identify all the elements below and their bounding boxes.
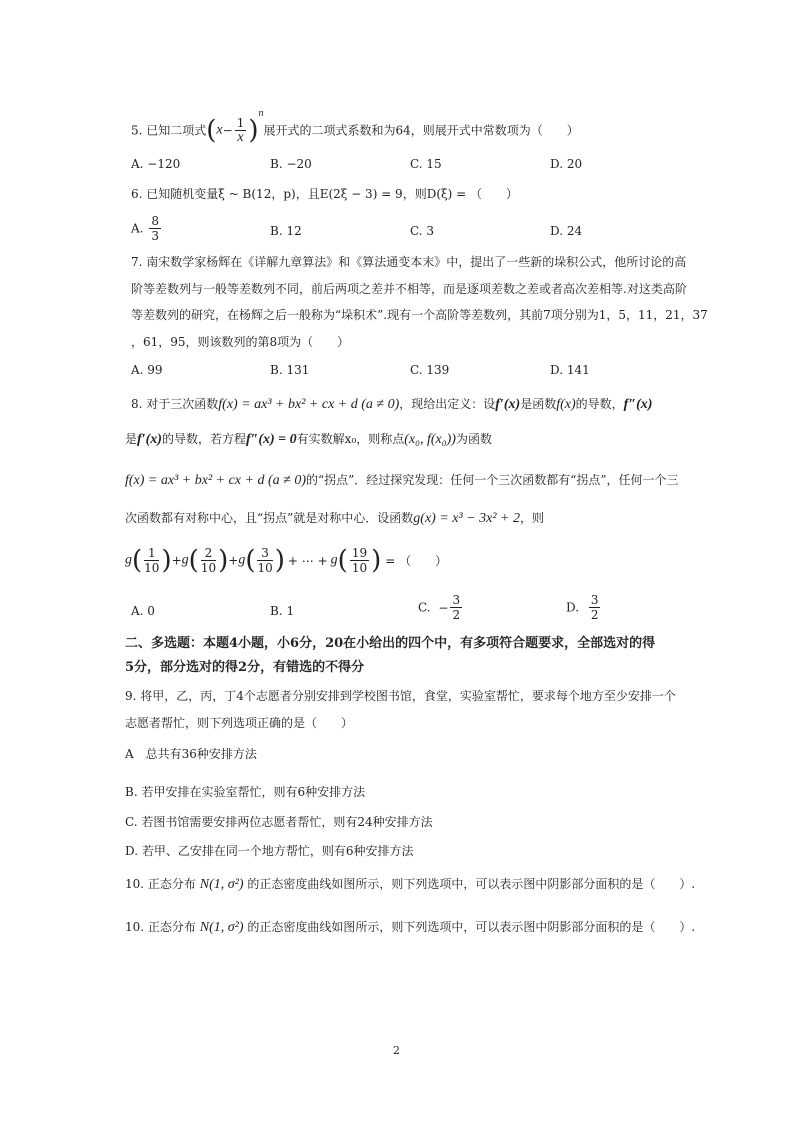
q8-frac-3-num: 3 (257, 546, 272, 561)
q8-line-3 (125, 472, 679, 489)
q8-l1-c: 是函数 (520, 397, 557, 411)
q10-suffix: 的正态密度曲线如图所示，则下列选项中，可以表示图中阴影部分面积的是（ ）. (247, 877, 696, 891)
q6-frac-num: 8 (151, 214, 159, 228)
right-paren: ) (218, 545, 229, 576)
q8-option-d-label: D. (566, 600, 580, 615)
q7-option-c: C. 139 (410, 363, 450, 377)
q8-ellipsis: + ⋯ + (287, 553, 328, 568)
q8-frac-3-den: 10 (257, 561, 273, 575)
q5-expr-minus: − (222, 123, 233, 138)
q8-sum-tail: = （ ） (385, 553, 448, 568)
q8-option-d (566, 593, 602, 627)
q8-l1-b: ，现给出定义：设 (399, 397, 496, 411)
q6-option-a (131, 214, 163, 246)
q7-option-b: B. 131 (270, 363, 310, 377)
q8-line-4 (125, 510, 544, 527)
q8-option-c-fraction (450, 593, 462, 622)
q8-frac-19 (350, 546, 369, 575)
q5-stem-prefix: 5. 已知二项式 (131, 123, 207, 138)
q8-l4-a: 次函数都有对称中心，且“拐点”就是对称中心．设函数 (125, 511, 414, 525)
q5-option-c: C. 15 (410, 157, 442, 171)
q8-l1-a: 8. 对于三次函数 (131, 397, 219, 411)
q9-line-2: 志愿者帮忙，则下列选项正确的是（ ） (125, 716, 354, 730)
q8-l1-fdoubleprime: f″(x) (623, 397, 653, 412)
q8-g-2: g (181, 552, 189, 568)
q8-g-19: g (330, 552, 338, 568)
q9-option-b: B. 若甲安排在实验室帮忙，则有6种安排方法 (125, 785, 366, 799)
q5-stem (131, 106, 579, 146)
q8-option-c-num: 3 (452, 593, 461, 607)
left-paren: ( (245, 545, 256, 576)
q10-dup-prefix: 10. 正态分布 (125, 920, 196, 934)
q8-frac-2-num: 2 (201, 546, 216, 561)
q5-option-d: D. 20 (550, 157, 583, 171)
q9-line-1: 9. 将甲，乙，丙，丁4个志愿者分别安排到学校图书馆，食堂，实验室帮忙，要求每个地方至少安排一个 (125, 689, 676, 703)
q5-option-b: B. −20 (270, 157, 312, 171)
q6-option-a-fraction (149, 214, 161, 243)
q8-frac-1 (144, 546, 159, 575)
q8-l3-b: 的“拐点”．经过探究发现：任何一个三次函数都有“拐点”，任何一个三 (305, 473, 679, 487)
q8-option-d-den: 2 (590, 608, 599, 622)
q10-distribution: N(1, σ²) (199, 877, 244, 892)
q8-option-c-label: C. (418, 600, 431, 615)
q8-option-c (418, 593, 464, 627)
q8-sum-expression (125, 546, 447, 586)
q7-option-a: A. 99 (131, 363, 163, 377)
right-paren: ) (161, 545, 172, 576)
q7-line-2: 阶等差数列与一般等差数列不同，前后两项之差并不相等，而是逐项差数之差或者高次差相等.对这类高阶 (131, 282, 687, 296)
q8-frac-2 (201, 546, 216, 575)
q8-l1-fprime: f′(x) (495, 397, 521, 412)
right-paren: ) (248, 115, 259, 146)
q8-l1-fx: f(x) (556, 397, 576, 412)
q8-l2-fprime: f′(x) (137, 432, 162, 447)
right-paren: ) (274, 545, 285, 576)
q8-frac-1-den: 10 (144, 561, 160, 575)
q8-l2-c: 有实数解x₀，则称点 (296, 432, 405, 446)
q8-plus-2: + (228, 553, 239, 568)
q5-frac-den: x (237, 130, 244, 145)
q10-dup-distribution: N(1, σ²) (199, 920, 244, 935)
q8-l1-func: f(x) = ax³ + bx² + cx + d (a ≠ 0) (218, 397, 400, 412)
q8-plus-1: + (171, 553, 182, 568)
q8-option-c-sign: − (438, 600, 449, 615)
q8-g-3: g (238, 552, 246, 568)
q6-option-d: D. 24 (550, 224, 583, 238)
q9-option-d: D. 若甲、乙安排在同一个地方帮忙，则有6种安排方法 (125, 844, 414, 858)
q9-option-c: C. 若图书馆需要安排两位志愿者帮忙，则有24种安排方法 (125, 815, 433, 829)
q8-l4-b: ，则 (519, 511, 544, 525)
q8-option-d-num: 3 (590, 593, 599, 607)
q8-frac-3 (257, 546, 272, 575)
q8-l3-func: f(x) = ax³ + bx² + cx + d (a ≠ 0) (125, 473, 306, 488)
section2-heading-line-1: 二、多选题：本题4小题，小6分，20在小给出的四个中，有多项符合题要求，全部选对的得 (125, 636, 656, 651)
q8-option-b: B. 1 (270, 604, 295, 618)
q10-dup-suffix: 的正态密度曲线如图所示，则下列选项中，可以表示图中阴影部分面积的是（ ）. (247, 920, 696, 934)
q8-option-d-fraction (589, 593, 601, 622)
q10-stem (125, 876, 695, 893)
q6-option-a-label: A. (131, 221, 144, 236)
q8-option-c-den: 2 (452, 608, 461, 622)
q6-option-b: B. 12 (270, 224, 302, 238)
q8-option-a: A. 0 (131, 604, 155, 618)
q8-frac-2-den: 10 (200, 561, 217, 575)
page-number: 2 (393, 1044, 400, 1057)
q7-line-1: 7. 南宋数学家杨辉在《详解九章算法》和《算法通变本末》中，提出了一些新的垛积公式，他所讨论的高 (131, 255, 687, 269)
q8-frac-19-num: 19 (351, 546, 368, 560)
q5-expr-x: x (216, 122, 223, 138)
q8-line-2 (125, 431, 492, 448)
q7-line-3: 等差数列的研究，在杨辉之后一般称为“垛积术”.现有一个高阶等差数列，其前7项分别为1，5，11，21，37 (131, 308, 708, 322)
q10-prefix: 10. 正态分布 (125, 877, 196, 891)
q8-frac-19-den: 10 (351, 561, 368, 575)
q5-option-a: A. −120 (131, 157, 181, 171)
section2-heading-line-2: 5分，部分选对的得2分，有错选的不得分 (125, 660, 365, 675)
q10-stem-duplicate (125, 919, 695, 936)
q8-l4-gfunc: g(x) = x³ − 3x² + 2 (413, 511, 520, 526)
right-paren: ) (371, 545, 382, 576)
q8-l2-a: 是 (125, 432, 138, 446)
left-paren: ( (206, 115, 217, 146)
q8-l2-d: 为函数 (455, 432, 492, 446)
q6-option-c: C. 3 (410, 224, 435, 238)
q7-option-d: D. 141 (550, 363, 590, 377)
q7-line-4: ，61，95，则该数列的第8项为（ ） (131, 335, 350, 349)
q8-l2-b: 的导数，若方程 (161, 432, 246, 446)
left-paren: ( (132, 545, 143, 576)
q8-l2-point: (x₀, f(x₀)) (404, 432, 456, 447)
q8-l1-d: 的导数， (575, 397, 624, 411)
q8-frac-1-num: 1 (144, 546, 159, 561)
q5-stem-suffix: 展开式的二项式系数和为64，则展开式中常数项为（ ） (263, 123, 579, 138)
q9-option-a: A 总共有36种安排方法 (125, 747, 257, 761)
q8-g-1: g (125, 552, 132, 568)
q8-l2-equation: f″(x) = 0 (245, 432, 297, 447)
q8-line-1 (131, 396, 652, 413)
left-paren: ( (337, 545, 348, 576)
q5-power: n (258, 108, 264, 119)
q6-frac-den: 3 (151, 229, 159, 243)
left-paren: ( (188, 545, 199, 576)
q5-fraction (235, 116, 247, 145)
q5-frac-num: 1 (236, 116, 245, 130)
q6-stem: 6. 已知随机变量ξ ~ B(12，p)，且E(2ξ − 3) = 9，则D(ξ) = （ ） (131, 187, 518, 201)
